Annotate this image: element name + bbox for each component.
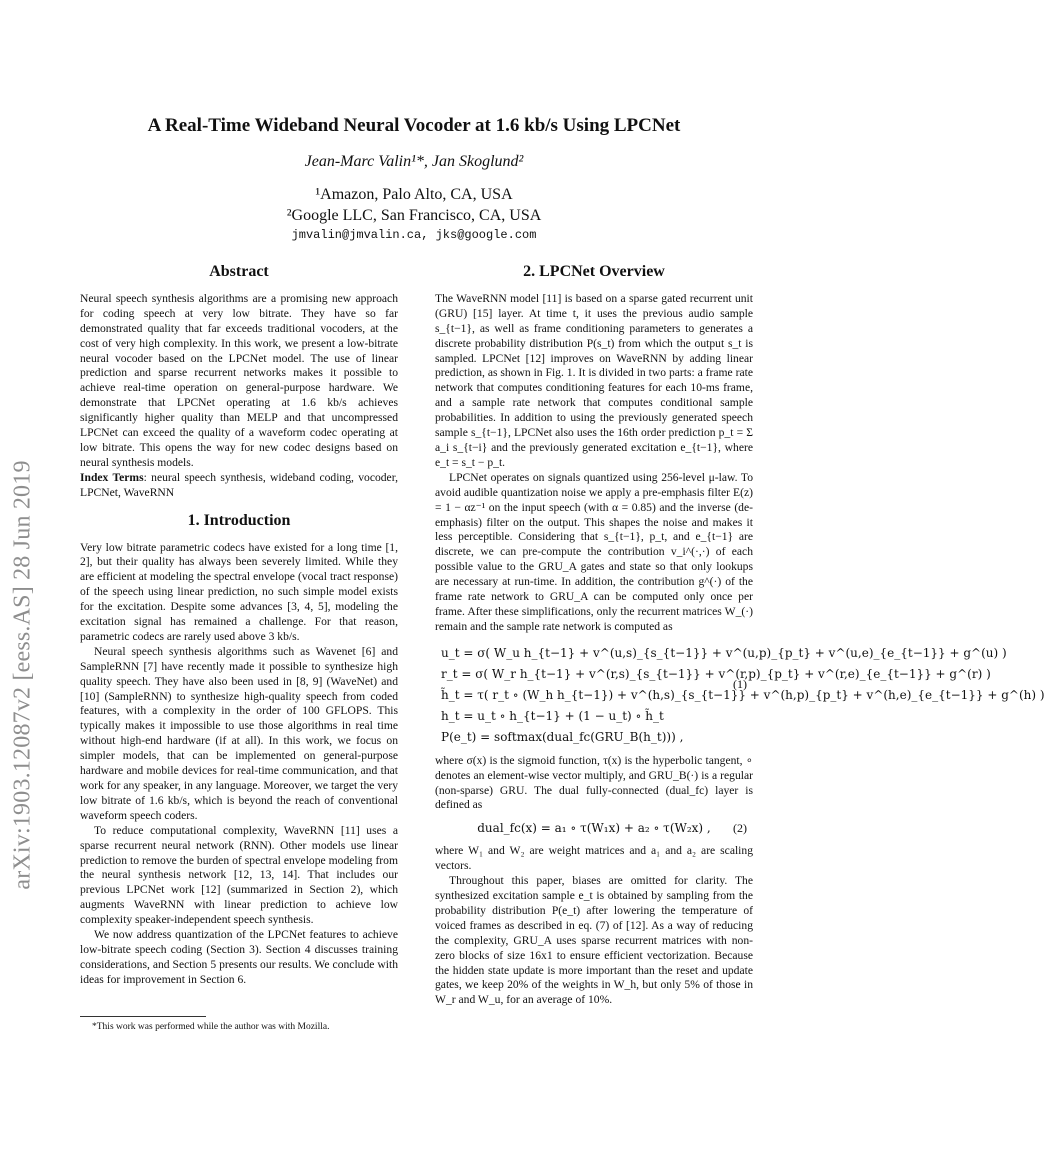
equation-1-line-candidate-state: h̃_t = τ( r_t ∘ (W_h h_{t−1}) + v^(h,s)_{s_{t−1}} + v^(h,p)_{p_t} + v^(h,e)_{e_{t−1}} + g^(h) ) xyxy=(441,687,1045,702)
intro-paragraph-2: Neural speech synthesis algorithms such as Wavenet [6] and SampleRNN [7] have recently made it possible to synthesize high quality speech. They have also been used in [8, 9] (WaveNet) and [10] (SampleRNN) to synthesize high-quality speech from coded features, with a complexity in the order of 100 GFLOPS. This typically makes it impossible to use those algorithms in real time without high-end hardware (if at all). In this work, we focus on simpler models, that can be implemented on general-purpose hardware and mobile devices for real-time communication, and that work for any speaker, in any language. Moreover, we target the very low bitrate of 1.6 kb/s, which is beyond the reach of conventional waveform speech coders. xyxy=(80,644,398,822)
right-column xyxy=(435,263,1045,1008)
index-terms xyxy=(80,471,398,501)
arxiv-identifier-stamp xyxy=(2,355,44,995)
overview-paragraph-3: where σ(x) is the sigmoid function, τ(x) is the hyperbolic tangent, ∘ denotes an element-wise vector multiply, and GRU_B(·) is a regular (non-sparse) GRU. The dual fully-connected (dual_fc) layer is defined as xyxy=(435,753,753,812)
affiliation-1: ¹Amazon, Palo Alto, CA, USA xyxy=(315,186,513,203)
introduction-heading: 1. Introduction xyxy=(187,511,291,529)
author-emails: jmvalin@jmvalin.ca, jks@google.com xyxy=(291,228,537,242)
affiliation-2: ²Google LLC, San Francisco, CA, USA xyxy=(286,207,542,224)
author-list: Jean-Marc Valin¹*, Jan Skoglund² xyxy=(304,153,524,170)
equation-2-body: dual_fc(x) = a₁ ∘ τ(W₁x) + a₂ ∘ τ(W₂x) , xyxy=(477,821,711,836)
equation-1-line-update-gate: u_t = σ( W_u h_{t−1} + v^(u,s)_{s_{t−1}} + v^(u,p)_{p_t} + v^(u,e)_{e_{t−1}} + g^(u) ) xyxy=(441,645,1007,660)
overview-paragraph-5: Throughout this paper, biases are omitted for clarity. The synthesized excitation sample e_t is obtained by sampling from the probability distribution P(e_t) after lowering the temperature of voiced frames as described in eq. (7) of [12]. As a way of reducing the complexity, GRU_A uses sparse recurrent matrices with non-zero blocks of size 16x1 to ensure efficient vectorization. Because the hidden state update is more important than the reset and update gates, we keep 20% of the weights in W_h, but only 5% of those in W_r and W_u, for an average of 10%. xyxy=(435,874,753,1007)
overview-paragraph-2: LPCNet operates on signals quantized using 256-level μ-law. To avoid audible quantization noise we apply a pre-emphasis filter E(z) = 1 − αz⁻¹ on the input speech (with α = 0.85) and the inverse (de-emphasis) filter on the output. This shapes the noise and makes it less perceptible. Considering that s_{t−1}, p_t, and e_{t−1} are discrete, we can pre-compute the contribution v_i^(·,·) of each possible value to the GRU_A gates and state so that only lookups are necessary at run-time. In addition, the contribution g^(·) of the frame rate network to GRU_A can be computed only once per frame. After these simplifications, only the recurrent matrices W_(·) remain and the sample rate network is computed as xyxy=(435,470,753,633)
equation-2-number: (2) xyxy=(733,821,747,836)
arxiv-id-text: arXiv:1903.12087v2 [eess.AS] 28 Jun 2019 xyxy=(9,460,36,890)
overview-paragraph-4: where W₁ and W₂ are weight matrices and a₁ and a₂ are scaling vectors. xyxy=(435,844,753,873)
intro-paragraph-3: To reduce computational complexity, WaveRNN [11] uses a sparse recurrent neural network (RNN). Other models use linear prediction to remove the burden of spectral envelope modeling from the neural synthesis network [12, 13, 14]. That includes our previous LPCNet work [12] (summarized in Section 2), which augments WaveRNN with linear prediction to achieve low complexity speaker-independent speech synthesis. xyxy=(80,823,398,927)
intro-paragraph-1: Very low bitrate parametric codecs have existed for a long time [1, 2], but their quality has always been severely limited. While they are efficient at modeling the spectral envelope (vocal tract response) of the speech using linear prediction, no such simple model exists for the excitation. Despite some advances [3, 4, 5], modeling the excitation signal has remained a challenge. For that reason, parametric codecs are rarely used above 3 kb/s. xyxy=(80,540,398,643)
equation-1-line-hidden-state: h_t = u_t ∘ h_{t−1} + (1 − u_t) ∘ h̃_t xyxy=(441,708,664,723)
equation-1 xyxy=(435,643,1045,748)
equation-1-number: (1) xyxy=(733,676,747,691)
equation-1-line-reset-gate: r_t = σ( W_r h_{t−1} + v^(r,s)_{s_{t−1}} + v^(r,p)_{p_t} + v^(r,e)_{e_{t−1}} + g^(r) ) xyxy=(441,666,991,681)
equation-2 xyxy=(435,821,753,836)
lpcnet-overview-heading: 2. LPCNet Overview xyxy=(523,263,665,280)
index-terms-label: Index Terms xyxy=(80,470,144,484)
footnote-rule xyxy=(80,1016,206,1017)
footnote: *This work was performed while the author was with Mozilla. xyxy=(92,1022,330,1032)
intro-paragraph-4: We now address quantization of the LPCNet features to achieve low-bitrate speech coding (Section 3). Section 4 discusses training considerations, and Section 5 presents our results. We conclude with ideas for improvement in Section 6. xyxy=(80,928,398,986)
left-column xyxy=(80,265,398,988)
abstract-text: Neural speech synthesis algorithms are a promising new approach for coding speech at very low bitrate. They have so far demonstrated quality that far exceeds traditional vocoders, at the cost of very high complexity. In this work, we present a low-bitrate neural vocoder based on the LPCNet model. The use of linear prediction and sparse recurrent networks makes it possible to achieve real-time operation on general-purpose hardware. We demonstrate that LPCNet operating at 1.6 kb/s achieves significantly higher quality than MELP and that uncompressed LPCNet can exceed the quality of a waveform codec operating at low bitrate. This opens the way for new codec designs based on neural synthesis models. xyxy=(80,291,398,469)
index-terms-text: : neural speech synthesis, wideband coding, vocoder, LPCNet, WaveRNN xyxy=(80,470,399,499)
equation-1-line-probability: P(e_t) = softmax(dual_fc(GRU_B(h_t))) , xyxy=(441,729,684,744)
abstract-heading: Abstract xyxy=(209,263,269,280)
paper-title: A Real-Time Wideband Neural Vocoder at 1.6 kb/s Using LPCNet xyxy=(147,115,681,136)
overview-paragraph-1: The WaveRNN model [11] is based on a sparse gated recurrent unit (GRU) [15] layer. At time t, it uses the previous audio sample s_{t−1}, as well as frame conditioning parameters to generates a discrete probability distribution P(s_t) from which the output s_t is sampled. LPCNet [12] improves on WaveRNN by adding linear prediction, as shown in Fig. 1. It is divided in two parts: a frame rate network that computes conditioning features for each 10-ms frame, and a sample rate network that computes conditional sample probabilities. In addition to using the previously generated speech sample s_{t−1}, LPCNet also uses the 16th order prediction p_t = Σ a_i s_{t−i} and the previously generated excitation e_{t−1}, where e_t = s_t − p_t. xyxy=(435,291,753,469)
